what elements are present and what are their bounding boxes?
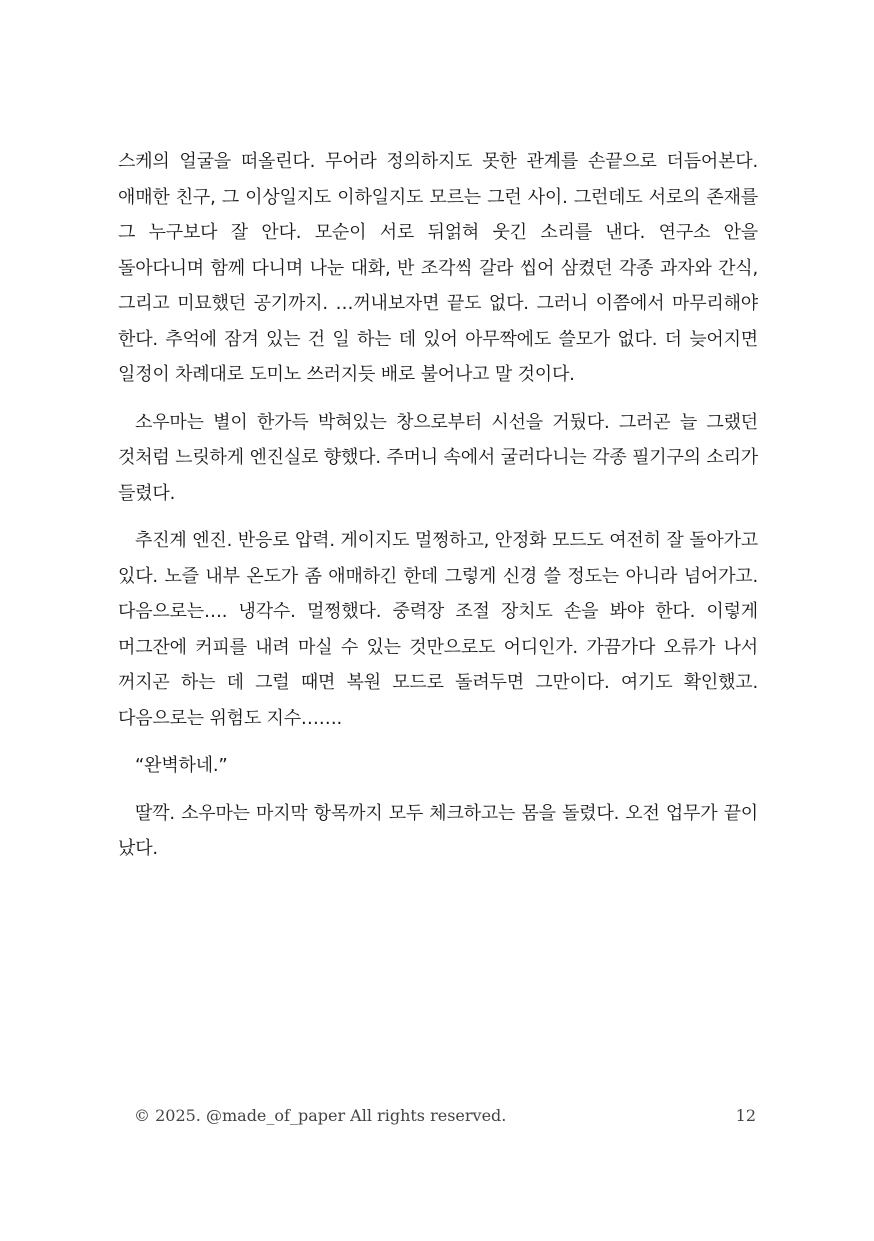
dialogue-line: “완벽하네.” [135, 755, 228, 776]
paragraph-2: 소우마는 별이 한가득 박혀있는 창으로부터 시선을 거뒀다. 그러곤 늘 그랬던 것처럼 느릿하게 엔진실로 향했다. 주머니 속에서 굴러다니는 각종 필기구의 소리가 들렸다. [118, 411, 758, 504]
paragraph-5: 딸깍. 소우마는 마지막 항목까지 모두 체크하고는 몸을 돌렸다. 오전 업무가 끝이 났다. [118, 802, 758, 859]
paragraph-3: 추진계 엔진. 반응로 압력. 게이지도 멀쩡하고, 안정화 모드도 여전히 잘 돌아가고 있다. 노즐 내부 온도가 좀 애매하긴 한데 그렇게 신경 쓸 정도는 아니라 넘어가고. 다음으로는…. 냉각수. 멀쩡했다. 중력장 조절 장치도 손을 봐야 한다. 이렇게 머그잔에 커피를 내려 마실 수 있는 것만으로도 어디인가. 가끔가다 오류가 나서 꺼지곤 하는 데 그럴 때면 복원 모드로 돌려두면 그만이다. 여기도 확인했고. 다음으로는 위험도 지수……. [118, 530, 758, 729]
page-number: 12 [735, 1106, 756, 1125]
page-body [118, 144, 758, 879]
paragraph-1: 스케의 얼굴을 떠올린다. 무어라 정의하지도 못한 관계를 손끝으로 더듬어본다. 애매한 친구, 그 이상일지도 이하일지도 모르는 그런 사이. 그런데도 서로의 존재를 그 누구보다 잘 안다. 모순이 서로 뒤얽혀 웃긴 소리를 낸다. 연구소 안을 돌아다니며 함께 다니며 나눈 대화, 반 조각씩 갈라 씹어 삼켰던 각종 과자와 간식, 그리고 미묘했던 공기까지. …꺼내보자면 끝도 없다. 그러니 이쯤에서 마무리해야 한다. 추억에 잠겨 있는 건 일 하는 데 있어 아무짝에도 쓸모가 없다. 더 늦어지면 일정이 차례대로 도미노 쓰러지듯 배로 불어나고 말 것이다. [118, 151, 758, 385]
page-footer [134, 1106, 756, 1130]
copyright-notice: © 2025. @made_of_paper All rights reserved. [134, 1106, 507, 1125]
